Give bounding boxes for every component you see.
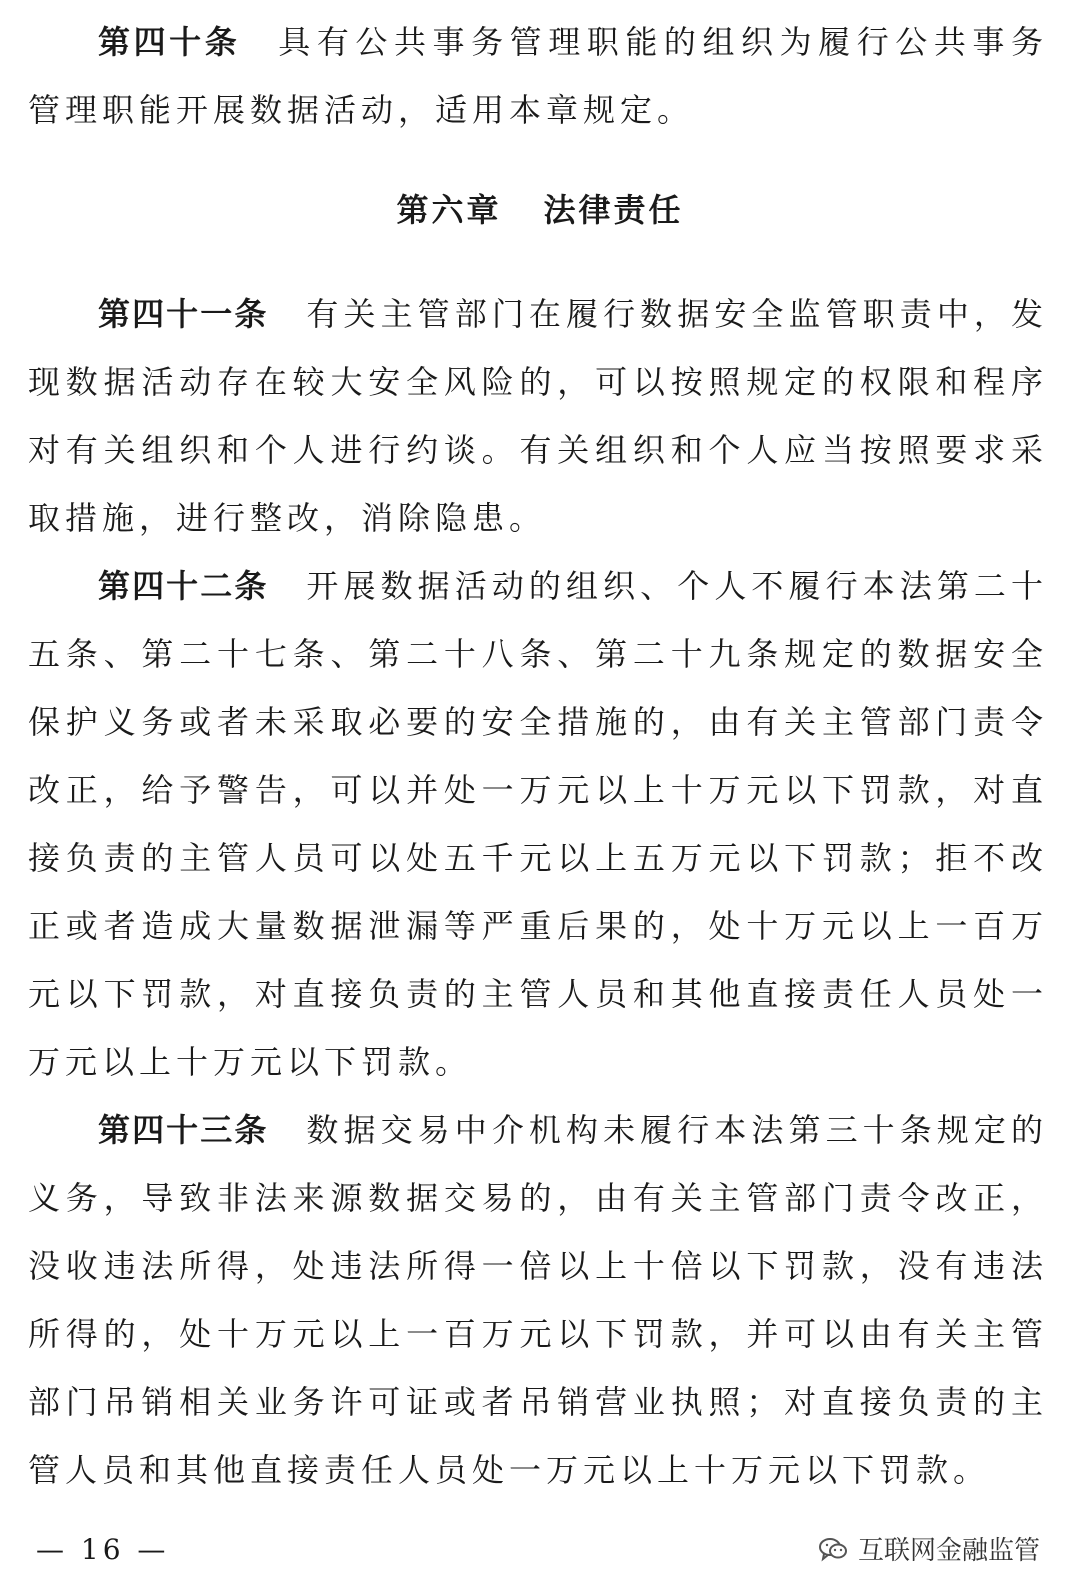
watermark-text: 互联网金融监管 <box>857 1536 1040 1566</box>
article-40 <box>28 8 1048 144</box>
article-label: 第四十一条 <box>98 295 269 333</box>
article-label: 第四十三条 <box>98 1111 269 1149</box>
page-number: — 16 — <box>36 1533 170 1566</box>
chapter-title: 法律责任 <box>543 191 684 229</box>
article-41 <box>28 280 1048 552</box>
article-label: 第四十二条 <box>98 567 269 605</box>
article-42 <box>28 552 1048 1096</box>
article-text: 数据交易中介机构未履行本法第三十条规定的义务，导致非法来源数据交易的，由有关主管部门责令改正，没收违法所得，处违法所得一倍以上十倍以下罚款，没有违法所得的，处十万元以上一百万元以下罚款，并可以由有关主管部门吊销相关业务许可证或者吊销营业执照；对直接负责的主管人员和其他直接责任人员处一万元以上十万元以下罚款。 <box>28 1111 1048 1489</box>
chapter-heading <box>0 178 1080 242</box>
wechat-icon <box>818 1536 848 1562</box>
chapter-number: 第六章 <box>396 191 502 229</box>
article-43 <box>28 1096 1048 1504</box>
watermark <box>818 1530 1040 1567</box>
article-text: 有关主管部门在履行数据安全监管职责中，发现数据活动存在较大安全风险的，可以按照规定的权限和程序对有关组织和个人进行约谈。有关组织和个人应当按照要求采取措施，进行整改，消除隐患。 <box>28 295 1048 537</box>
article-label: 第四十条 <box>98 23 241 61</box>
article-text: 具有公共事务管理职能的组织为履行公共事务管理职能开展数据活动，适用本章规定。 <box>28 23 1048 129</box>
article-text: 开展数据活动的组织、个人不履行本法第二十五条、第二十七条、第二十八条、第二十九条规定的数据安全保护义务或者未采取必要的安全措施的，由有关主管部门责令改正，给予警告，可以并处一万元以上十万元以下罚款，对直接负责的主管人员可以处五千元以上五万元以下罚款；拒不改正或者造成大量数据泄漏等严重后果的，处十万元以上一百万元以下罚款，对直接负责的主管人员和其他直接责任人员处一万元以上十万元以下罚款。 <box>28 567 1048 1081</box>
